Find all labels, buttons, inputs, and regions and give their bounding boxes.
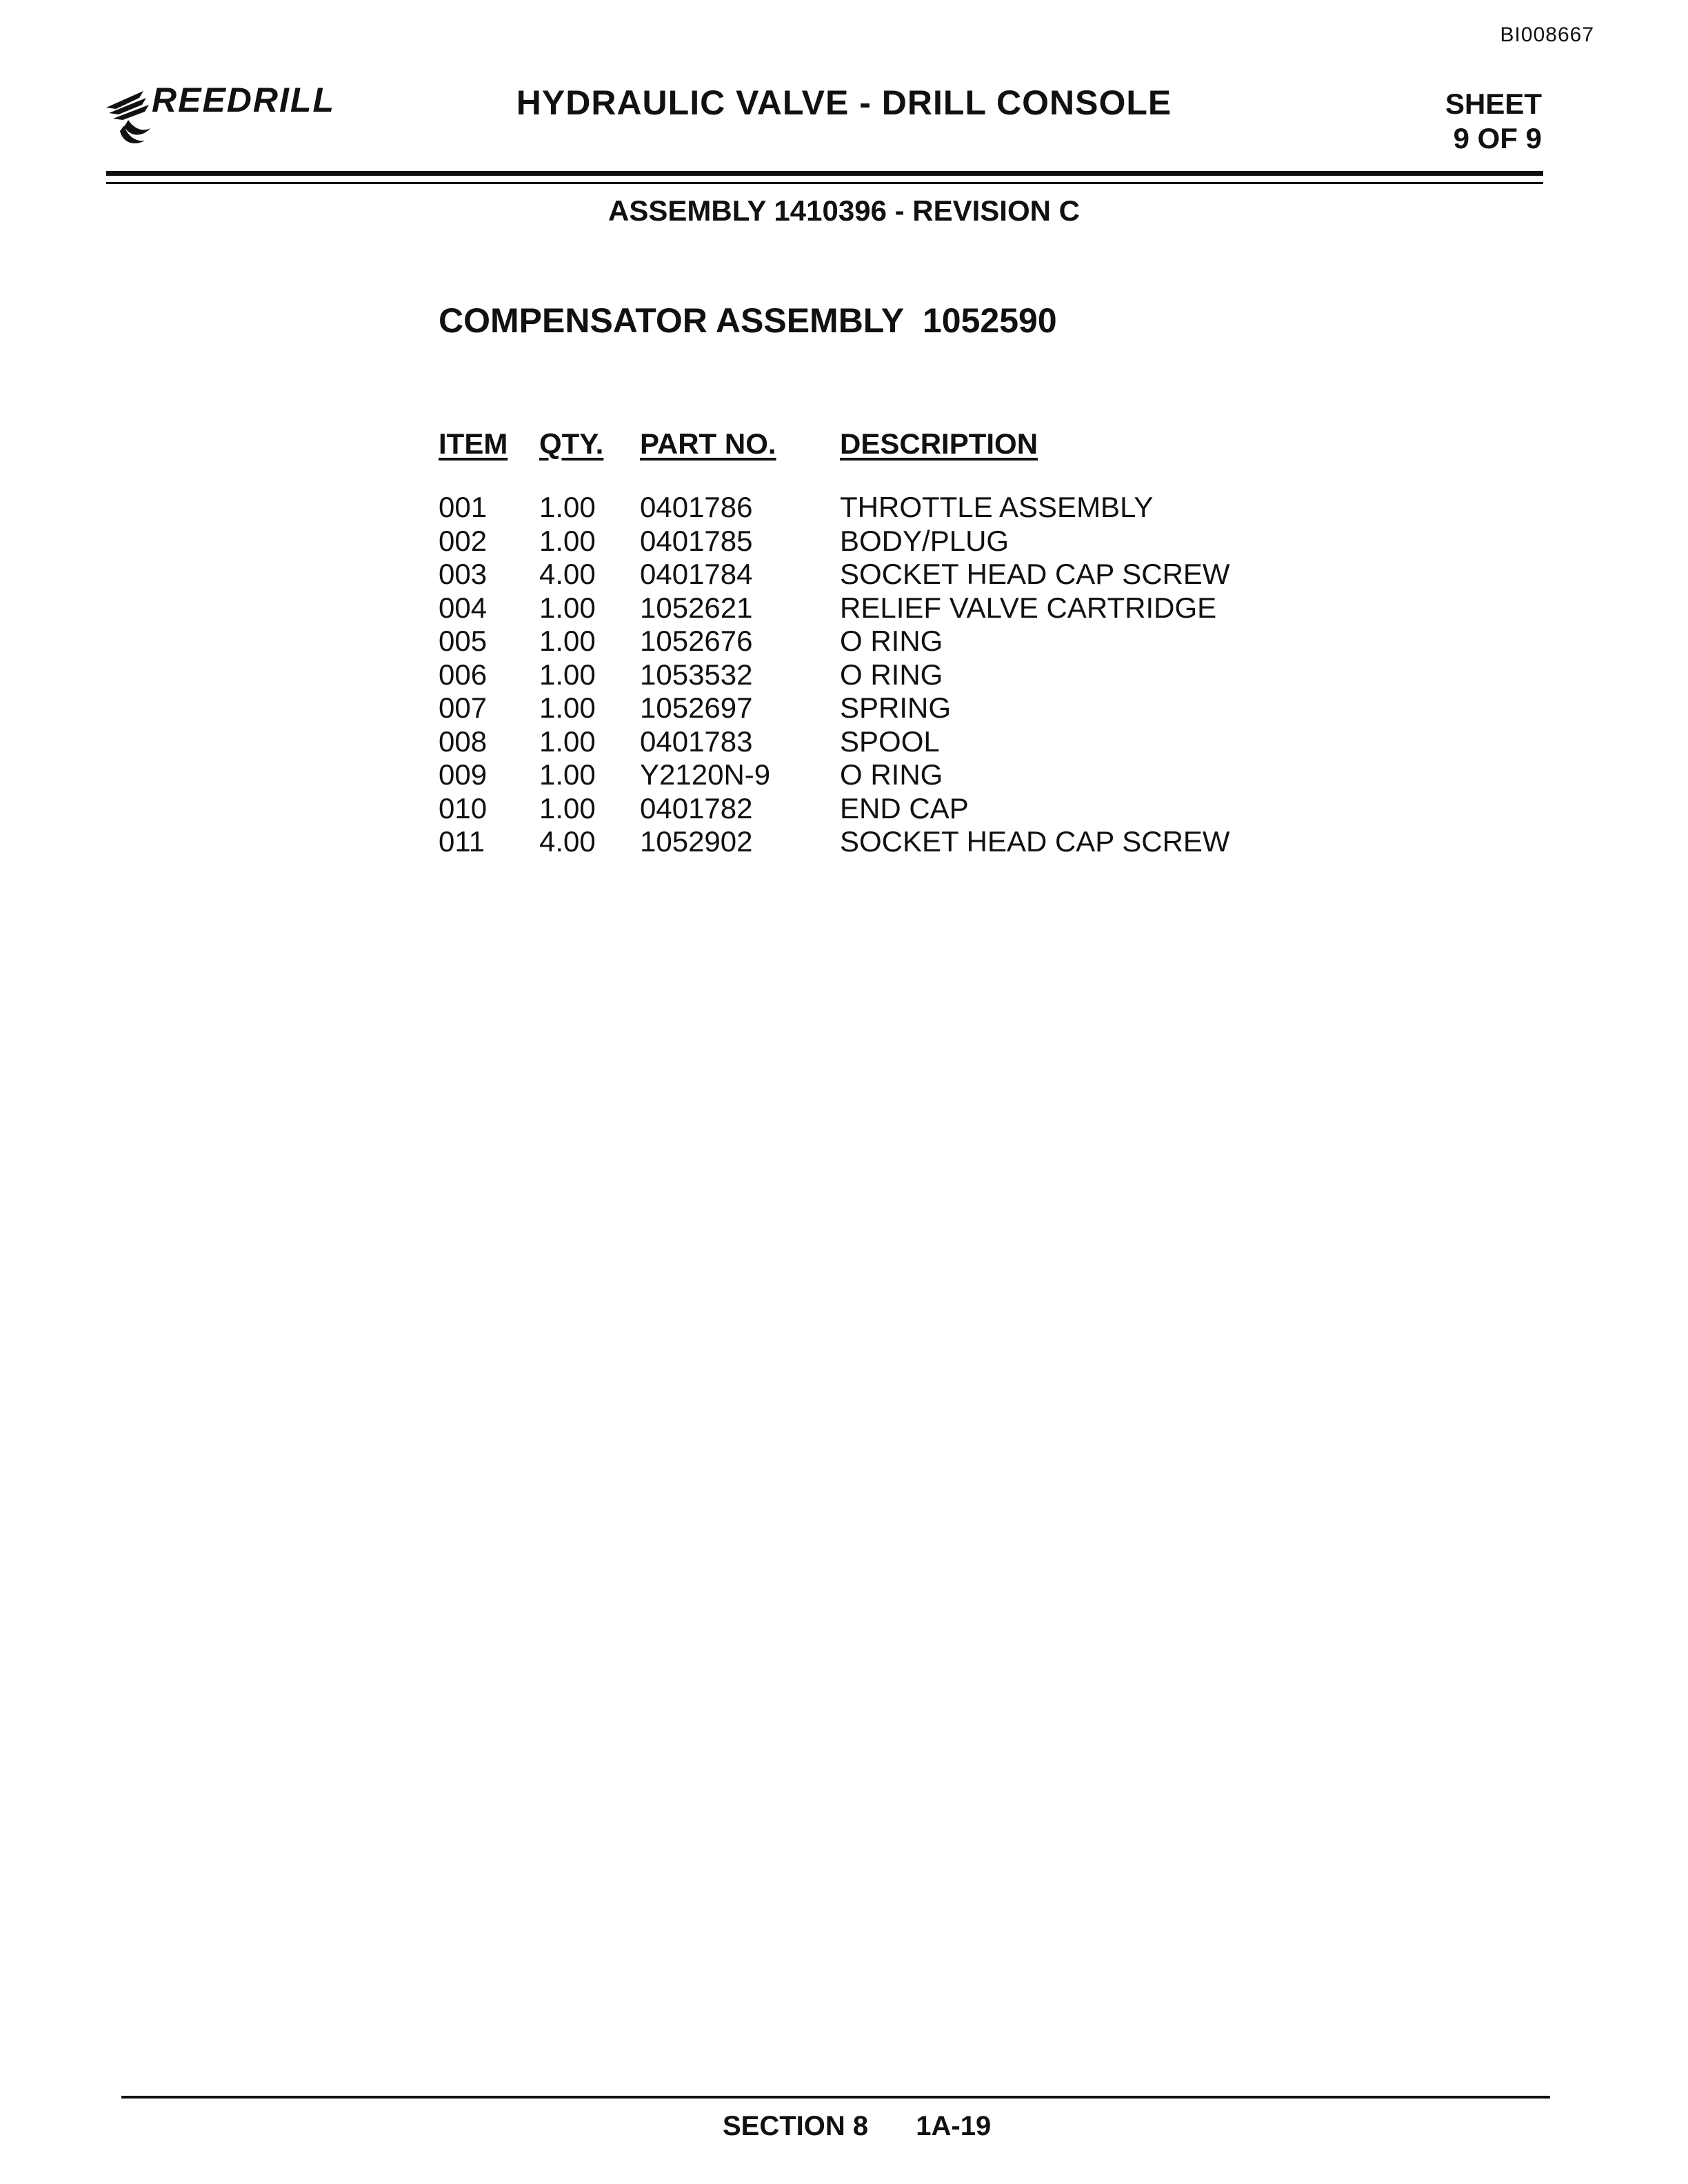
- sheet-block: [1445, 87, 1542, 156]
- item-cell: 005: [439, 625, 488, 657]
- part-no-cell: 0401785: [640, 524, 753, 557]
- item-cell: 001: [439, 491, 488, 523]
- qty-cell: 4.00: [539, 825, 596, 858]
- part-no-cell: 0401783: [640, 725, 753, 758]
- assembly-revision: ASSEMBLY 1410396 - REVISION C: [608, 194, 1080, 227]
- table-row: [439, 491, 1323, 525]
- table-row: [439, 592, 1323, 625]
- part-no-cell: 0401784: [640, 558, 753, 590]
- page-title: HYDRAULIC VALVE - DRILL CONSOLE: [516, 83, 1172, 122]
- item-cell: 007: [439, 691, 488, 724]
- table-row: [439, 558, 1323, 592]
- item-cell: 006: [439, 658, 488, 691]
- footer-rule: [121, 2096, 1550, 2099]
- table-header-row: [439, 427, 1323, 491]
- part-no-cell: 0401782: [640, 791, 753, 825]
- description-cell: SPOOL: [840, 725, 940, 758]
- part-no-cell: 0401786: [640, 491, 753, 523]
- qty-cell: 1.00: [539, 658, 596, 691]
- item-cell: 008: [439, 725, 488, 758]
- qty-cell: 4.00: [539, 558, 596, 590]
- column-header-item: ITEM: [439, 427, 508, 460]
- description-cell: SPRING: [840, 691, 952, 724]
- description-cell: THROTTLE ASSEMBLY: [840, 491, 1154, 523]
- description-cell: O RING: [840, 625, 943, 657]
- description-cell: SOCKET HEAD CAP SCREW: [840, 558, 1230, 590]
- table-row: [439, 792, 1323, 826]
- qty-cell: 1.00: [539, 758, 596, 791]
- qty-cell: 1.00: [539, 591, 596, 624]
- description-cell: SOCKET HEAD CAP SCREW: [840, 825, 1230, 858]
- qty-cell: 1.00: [539, 491, 596, 523]
- qty-cell: 1.00: [539, 524, 596, 557]
- part-no-cell: Y2120N-9: [640, 758, 771, 791]
- description-cell: O RING: [840, 658, 943, 691]
- column-header-part-no: PART NO.: [640, 427, 776, 460]
- table-row: [439, 625, 1323, 658]
- qty-cell: 1.00: [539, 791, 596, 825]
- footer-section: SECTION 8: [723, 2111, 869, 2141]
- document-id: BI008667: [1500, 23, 1594, 46]
- description-cell: O RING: [840, 758, 943, 791]
- table-row: [439, 691, 1323, 725]
- description-cell: BODY/PLUG: [840, 524, 1009, 557]
- brand-name: REEDRILL: [152, 81, 335, 119]
- part-no-cell: 1052902: [640, 825, 753, 858]
- item-cell: 003: [439, 558, 488, 590]
- sheet-number: 9 OF 9: [1453, 122, 1542, 154]
- column-header-qty: QTY.: [539, 427, 604, 460]
- header-rule-thick: [106, 171, 1543, 176]
- sheet-label: SHEET: [1445, 88, 1542, 120]
- table-row: [439, 758, 1323, 792]
- description-cell: RELIEF VALVE CARTRIDGE: [840, 591, 1217, 624]
- item-cell: 011: [439, 825, 485, 858]
- table-row: [439, 658, 1323, 692]
- part-no-cell: 1052676: [640, 625, 753, 657]
- page-footer: [723, 2111, 991, 2142]
- qty-cell: 1.00: [539, 625, 596, 657]
- part-no-cell: 1052697: [640, 691, 753, 724]
- table-row: [439, 825, 1323, 859]
- column-header-description: DESCRIPTION: [840, 427, 1038, 460]
- item-cell: 004: [439, 591, 488, 624]
- table-row: [439, 725, 1323, 759]
- description-cell: END CAP: [840, 791, 969, 825]
- qty-cell: 1.00: [539, 691, 596, 724]
- parts-table: [439, 427, 1323, 859]
- section-title: COMPENSATOR ASSEMBLY 1052590: [439, 301, 1057, 340]
- item-cell: 002: [439, 524, 488, 557]
- item-cell: 009: [439, 758, 488, 791]
- qty-cell: 1.00: [539, 725, 596, 758]
- footer-page-number: 1A-19: [916, 2111, 992, 2141]
- part-no-cell: 1052621: [640, 591, 753, 624]
- table-row: [439, 525, 1323, 558]
- item-cell: 010: [439, 791, 488, 825]
- part-no-cell: 1053532: [640, 658, 753, 691]
- header-rule-thin: [106, 182, 1543, 184]
